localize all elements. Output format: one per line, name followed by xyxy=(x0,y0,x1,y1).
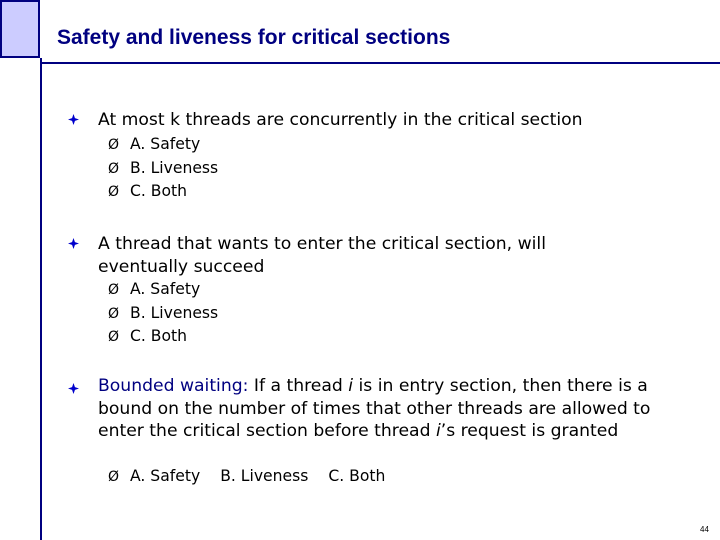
bullet-diamond-icon xyxy=(68,383,79,394)
option-b: Ø B. Liveness xyxy=(108,302,218,326)
option-a: A. Safety xyxy=(130,467,201,485)
arrow-bullet-icon: Ø xyxy=(108,469,120,485)
bullet-diamond-icon xyxy=(68,114,79,125)
variable-i: i xyxy=(348,376,354,396)
item-1-text: At most k threads are concurrently in the critical section xyxy=(98,110,583,130)
item-1-options xyxy=(108,133,218,204)
option-c: C. Both xyxy=(328,467,386,485)
arrow-bullet-icon: Ø xyxy=(108,137,120,153)
arrow-bullet-icon: Ø xyxy=(108,282,120,298)
page-number: 44 xyxy=(700,525,709,534)
bounded-waiting-label: Bounded waiting: xyxy=(98,376,249,396)
option-b: B. Liveness xyxy=(220,467,309,485)
option-c: Ø C. Both xyxy=(108,180,218,204)
item-3-text: Bounded waiting: If a thread i is in entry section, then there is a bound on the number of times that other threads are allowed to enter the critical section before thread i’s request is granted xyxy=(98,376,651,441)
variable-i: i xyxy=(435,421,441,441)
option-a: Ø A. Safety xyxy=(108,133,218,157)
arrow-bullet-icon: Ø xyxy=(108,329,120,345)
item-3-options xyxy=(108,465,385,490)
item-2-text: A thread that wants to enter the critical section, will eventually succeed xyxy=(98,234,546,277)
item-2-options xyxy=(108,278,218,349)
bullet-diamond-icon xyxy=(68,238,79,249)
vertical-rule xyxy=(40,58,42,540)
arrow-bullet-icon: Ø xyxy=(108,184,120,200)
arrow-bullet-icon: Ø xyxy=(108,305,120,322)
title-underline xyxy=(40,62,720,64)
option-a: Ø A. Safety xyxy=(108,278,218,302)
option-c: Ø C. Both xyxy=(108,325,218,349)
arrow-bullet-icon: Ø xyxy=(108,160,120,177)
corner-decoration xyxy=(0,0,40,58)
slide-title: Safety and liveness for critical sections xyxy=(57,26,451,49)
option-b: Ø B. Liveness xyxy=(108,157,218,181)
